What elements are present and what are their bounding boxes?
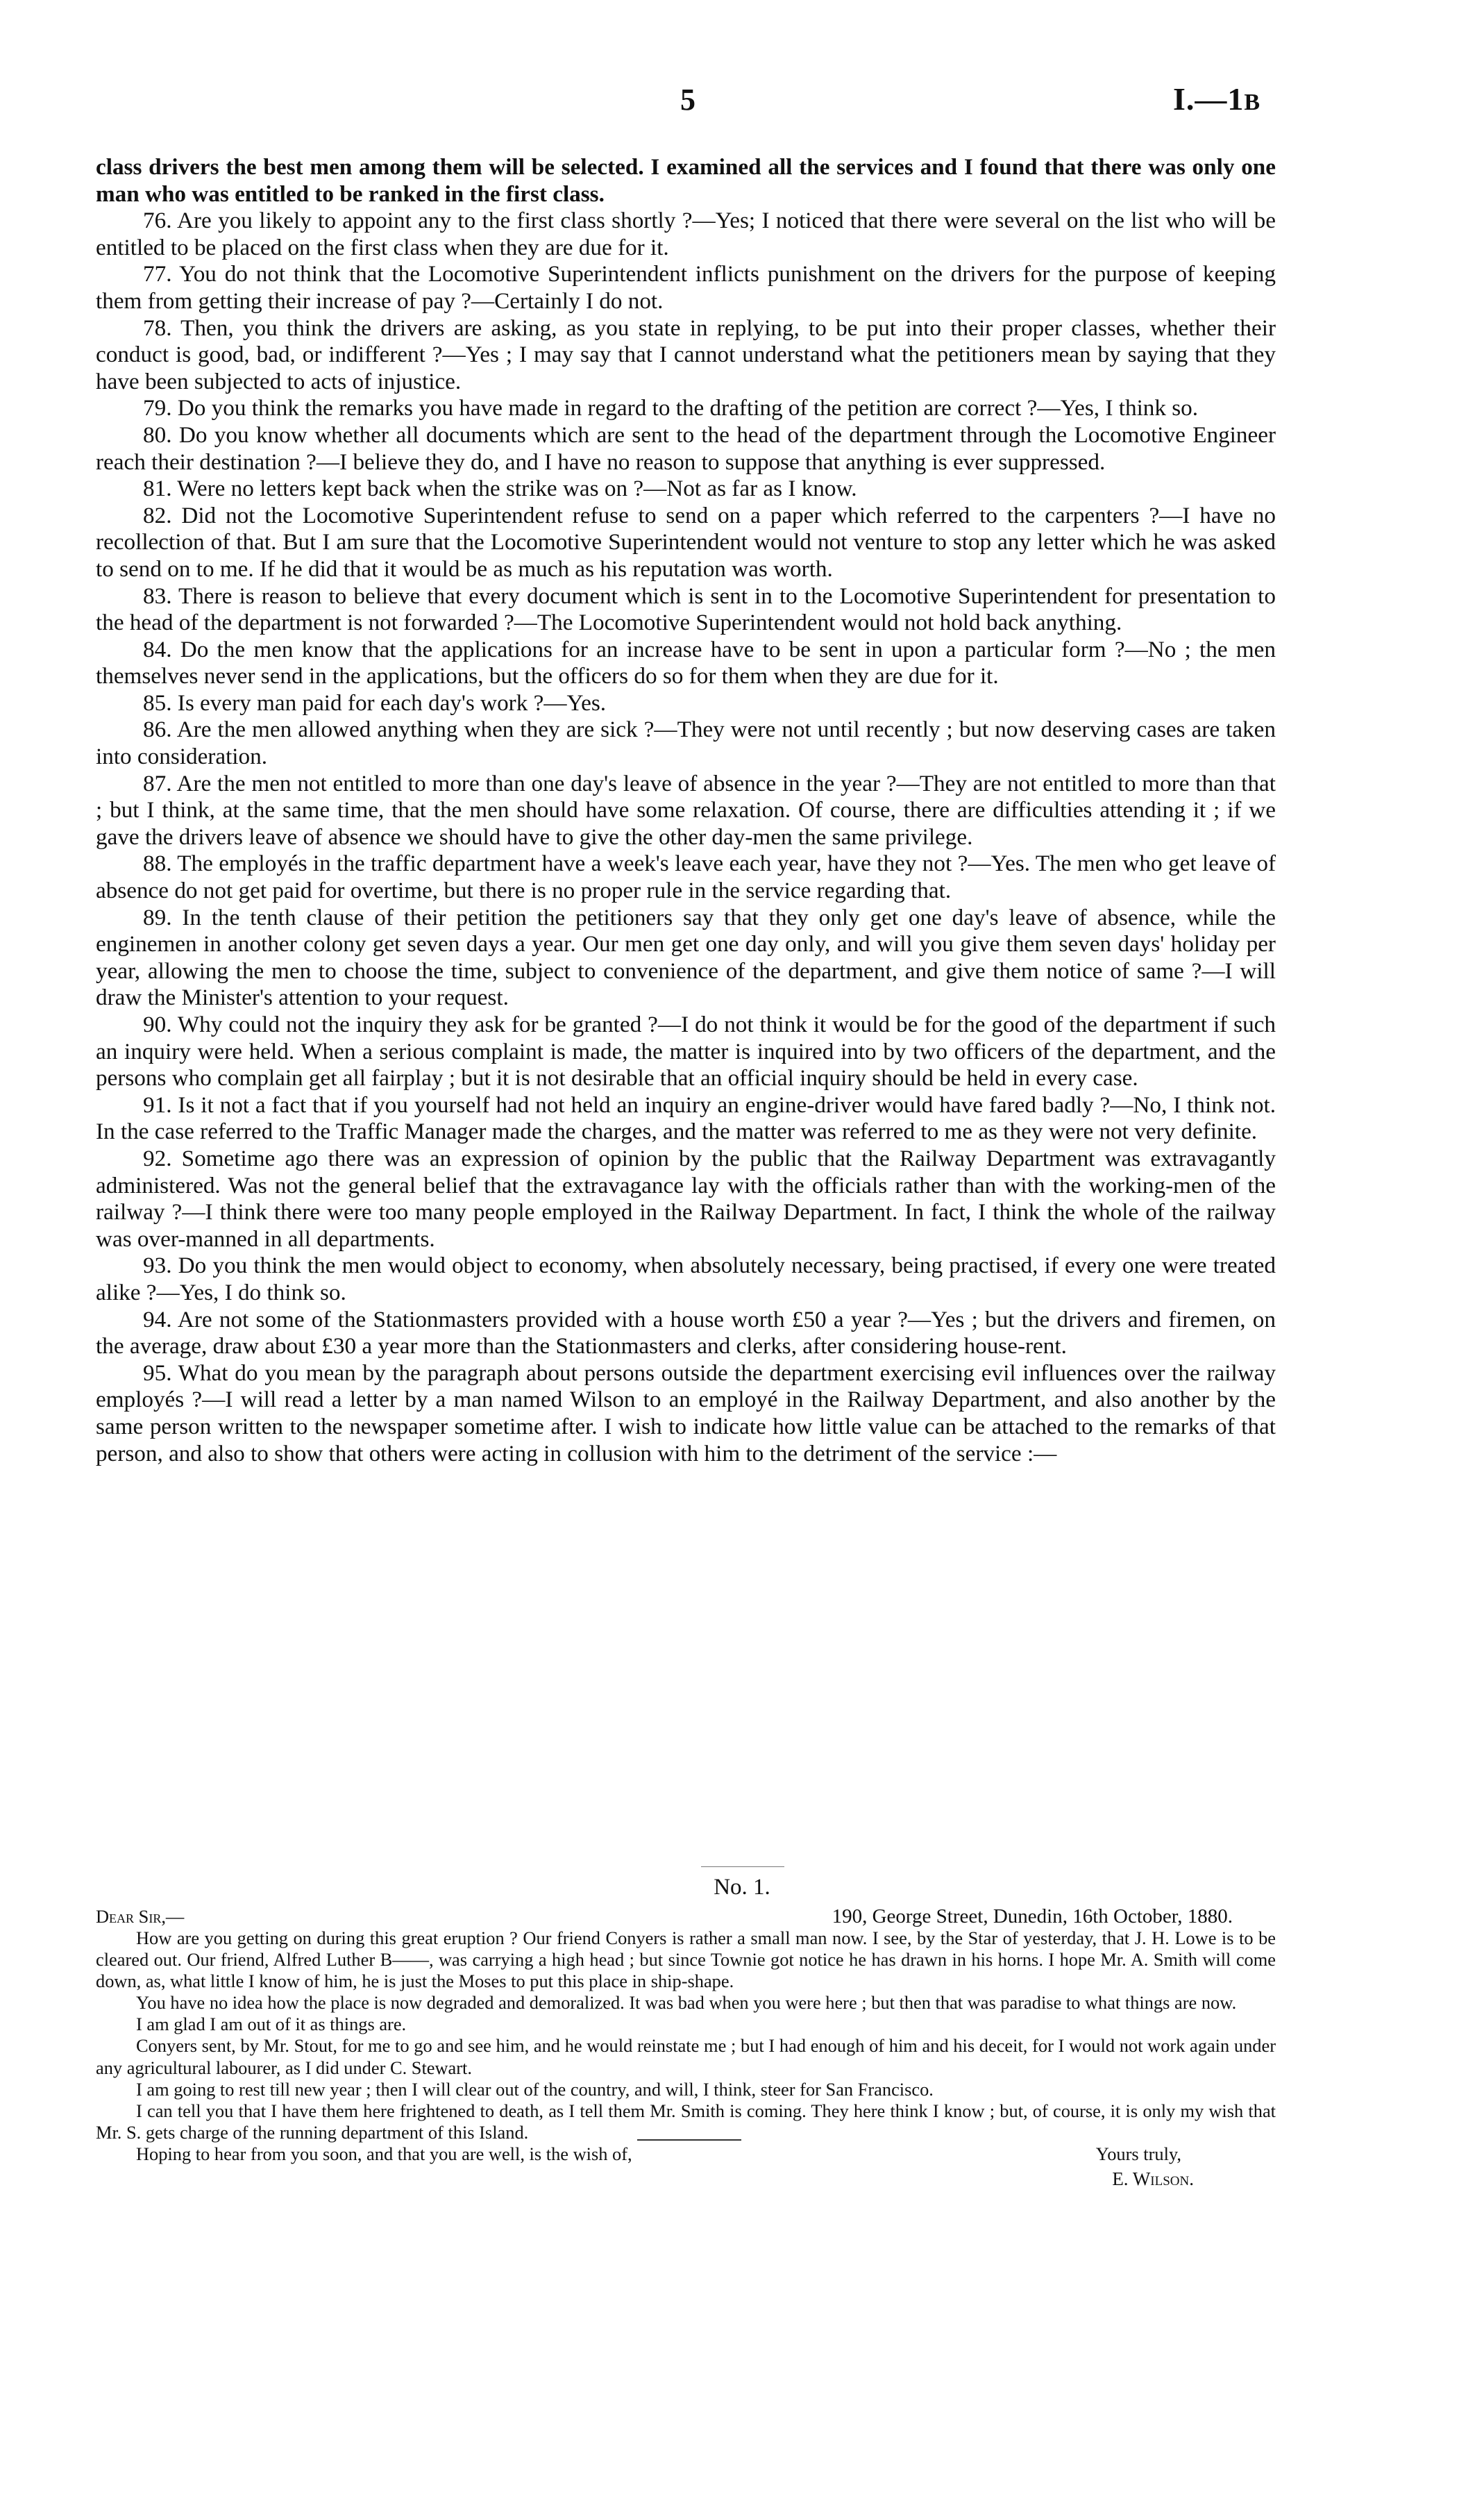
page-number: 5	[680, 83, 695, 117]
question-93: 93. Do you think the men would object to economy, when absolutely necessary, being practised, if every one were treated alike ?—Yes, I do think so.	[96, 1253, 1276, 1305]
question-76: 76. Are you likely to appoint any to the first class shortly ?—Yes; I noticed that there were several on the list who will be entitled to be placed on the first class when they are due for it.	[96, 208, 1276, 260]
question-91: 91. Is it not a fact that if you yourself had not held an inquiry an engine-driver would have fared badly ?—No, I think not. In the case referred to the Traffic Manager made the charges, and the matter was referred to me as they were not very definite.	[96, 1091, 1276, 1145]
question-77: 77. You do not think that the Locomotive Superintendent inflicts punishment on the drivers for the purpose of keeping them from getting their increase of pay ?—Certainly I do not.	[96, 261, 1276, 314]
question-83: 83. There is reason to believe that every document which is sent in to the Locomotive Superintendent for presentation to the head of the department is not forwarded ?—The Locomotive Superintendent would not hold back anything.	[96, 583, 1276, 636]
letter-paragraph: How are you getting on during this great eruption ? Our friend Conyers is rather a small man now. I see, by the Star of yesterday, that J. H. Lowe is to be cleared out. Our friend, Alfred Luther B——, was carrying a high head ; but since Townie got notice he has drawn in his horns. I hope Mr. A. Smith will come down, as, what little I know of him, he is just the Moses to put this place in ship-shape.	[96, 1927, 1276, 1992]
closing-rule	[637, 2139, 741, 2141]
question-88: 88. The employés in the traffic department have a week's leave each year, have they not ?—Yes. The men who get leave of absence do not get paid for overtime, but there is no proper rule in the service regarding that.	[96, 851, 1276, 904]
question-95: 95. What do you mean by the paragraph about persons outside the department exercising evil influences over the railway employés ?—I will read a letter by a man named Wilson to an employé in the Railway Department, and also another by the same person written to the newspaper sometime after. I wish to indicate how little value can be attached to the remarks of that person, and also to show that others were acting in collusion with him to the detriment of the service :—	[96, 1360, 1276, 1466]
letter-number: No. 1.	[714, 1875, 770, 1900]
quoted-letter	[96, 1906, 1276, 2192]
letter-closing-line	[96, 2143, 1276, 2167]
letter-paragraph: Conyers sent, by Mr. Stout, for me to go and see him, and he would reinstate me ; but I had enough of him and his deceit, for I would not work again under any agricultural labourer, as I did under C. Stewart.	[96, 2035, 1276, 2078]
question-78: 78. Then, you think the drivers are asking, as you state in replying, to be put into their proper classes, whether their conduct is good, bad, or indifferent ?—Yes ; I may say that I cannot understand what the petitioners mean by saying that they have been subjected to acts of injustice.	[96, 315, 1276, 394]
question-86: 86. Are the men allowed anything when they are sick ?—They were not until recently ; but now deserving cases are taken into consideration.	[96, 717, 1276, 770]
letter-header	[96, 1906, 1276, 1927]
doc-ref-main: I.—1	[1173, 81, 1245, 117]
question-90: 90. Why could not the inquiry they ask for be granted ?—I do not think it would be for the good of the department if such an inquiry were held. When a serious complaint is made, the matter is inquired into by two officers of the department, and the persons who complain get all fairplay ; but it is not desirable that an official inquiry should be held in every case.	[96, 1012, 1276, 1091]
section-divider	[701, 1866, 784, 1867]
question-89: 89. In the tenth clause of their petition the petitioners say that they only get one day's leave of absence, while the enginemen in another colony get seven days a year. Our men get one day only, and will you give them seven days' holiday per year, allowing the men to choose the time, subject to convenience of the department, and give them notice of same ?—I will draw the Minister's attention to your request.	[96, 904, 1276, 1011]
doc-ref-suffix: B	[1244, 90, 1261, 115]
letter-signature-line	[96, 2167, 1276, 2192]
letter-paragraph: You have no idea how the place is now degraded and demoralized. It was bad when you were here ; but then that was paradise to what things are now.	[136, 1992, 1237, 2014]
question-84: 84. Do the men know that the applications for an increase have to be sent in upon a particular form ?—No ; the men themselves never send in the applications, but the officers do so for them when they are due for it.	[96, 636, 1276, 689]
question-85: 85. Is every man paid for each day's work ?—Yes.	[143, 689, 607, 716]
evidence-body	[96, 154, 1276, 1467]
letter-paragraph: I am glad I am out of it as things are.	[136, 2014, 407, 2035]
letter-closing: Hoping to hear from you soon, and that you are well, is the wish of,	[136, 2143, 632, 2164]
letter-signature: E. Wilson.	[1112, 2168, 1194, 2189]
question-87: 87. Are the men not entitled to more than one day's leave of absence in the year ?—They are not entitled to more than that ; but I think, at the same time, that the men should have some relaxation. Of course, there are difficulties attending it ; if we gave the drivers leave of absence we should have to give the other day-men the same privilege.	[96, 770, 1276, 850]
letter-salutation: Dear Sir,—	[96, 1906, 185, 1927]
question-82: 82. Did not the Locomotive Superintendent refuse to send on a paper which referred to the carpenters ?—I have no recollection of that. But I am sure that the Locomotive Superintendent would not venture to stop any letter which he was asked to send on to me. If he did that it would be as much as his reputation was worth.	[96, 502, 1276, 582]
letter-paragraph: I am going to rest till new year ; then I will clear out of the country, and will, I think, steer for San Francisco.	[136, 2078, 934, 2100]
letter-paragraph: I can tell you that I have them here frightened to death, as I tell them Mr. Smith is coming. They here think I know ; but, of course, it is only my wish that Mr. S. gets charge of the running department of this Island.	[96, 2100, 1276, 2143]
question-80: 80. Do you know whether all documents which are sent to the head of the department through the Locomotive Engineer reach their destination ?—I believe they do, and I have no reason to suppose that anything is ever suppressed.	[96, 421, 1276, 475]
question-94: 94. Are not some of the Stationmasters provided with a house worth £50 a year ?—Yes ; but the drivers and firemen, on the average, draw about £30 a year more than the Stationmasters and clerks, after considering house-rent.	[96, 1306, 1276, 1360]
question-92: 92. Sometime ago there was an expression of opinion by the public that the Railway Department was extravagantly administered. Was not the general belief that the extravagance lay with the officials rather than with the working-men of the railway ?—I think there were too many people employed in the Railway Department. In fact, I think the whole of the railway was over-manned in all departments.	[96, 1145, 1276, 1252]
question-79: 79. Do you think the remarks you have made in regard to the drafting of the petition are correct ?—Yes, I think so.	[143, 395, 1199, 421]
letter-address: 190, George Street, Dunedin, 16th October, 1880.	[832, 1905, 1233, 1927]
question-81: 81. Were no letters kept back when the strike was on ?—Not as far as I know.	[143, 476, 857, 502]
document-reference	[1173, 81, 1260, 117]
letter-valediction: Yours truly,	[1095, 2143, 1181, 2164]
paragraph-continuation: class drivers the best men among them will be selected. I examined all the services and I found that there was only one man who was entitled to be ranked in the first class.	[96, 154, 1276, 207]
